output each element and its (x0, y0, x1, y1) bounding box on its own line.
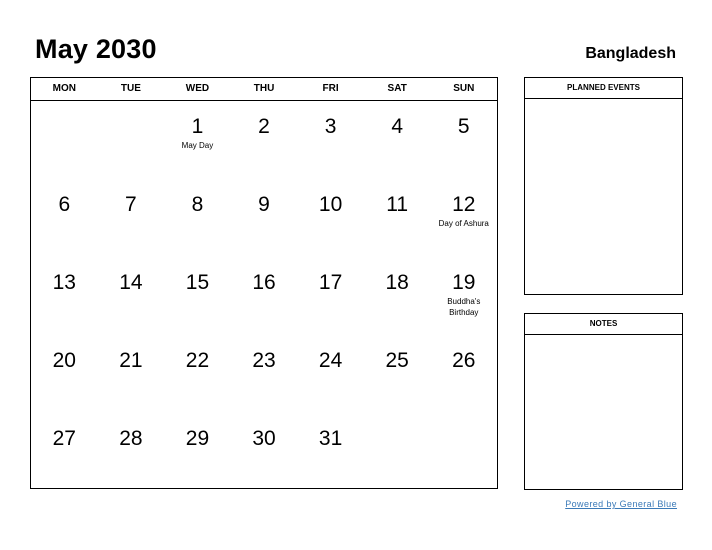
day-number: 28 (119, 427, 143, 450)
day-cell (364, 179, 431, 257)
day-cell (297, 101, 364, 179)
holiday-label: May Day (181, 141, 214, 150)
day-cell (364, 257, 431, 335)
day-cell (364, 335, 431, 413)
day-cell (430, 101, 497, 179)
weekday-label: SAT (387, 83, 407, 94)
week-row (31, 257, 497, 335)
day-number: 25 (385, 349, 409, 372)
day-cell (430, 179, 497, 257)
calendar-grid (30, 77, 498, 489)
day-cell (164, 101, 231, 179)
day-cell (31, 335, 98, 413)
powered-by-link[interactable]: Powered by General Blue (565, 499, 677, 509)
day-cell (297, 179, 364, 257)
day-cell (98, 179, 165, 257)
day-cell (231, 335, 298, 413)
day-number: 12 (452, 193, 476, 216)
day-number: 24 (318, 349, 343, 372)
day-number: 10 (318, 193, 343, 216)
day-number: 22 (185, 349, 210, 372)
day-number: 29 (185, 427, 210, 450)
day-number: 8 (191, 193, 204, 216)
day-cell (430, 335, 497, 413)
day-cell (364, 101, 431, 179)
day-cell (98, 413, 165, 491)
day-cell (297, 413, 364, 491)
planned-events-heading: PLANNED EVENTS (525, 78, 682, 99)
day-cell (164, 413, 231, 491)
day-cell (98, 257, 165, 335)
day-cell (31, 413, 98, 491)
day-number: 20 (52, 349, 76, 372)
weekday-label: THU (253, 83, 275, 94)
weekday-header (31, 78, 497, 101)
holiday-label: Day of Ashura (438, 219, 489, 228)
day-number: 27 (52, 427, 76, 450)
day-number: 4 (391, 115, 404, 138)
day-cell (98, 335, 165, 413)
page-title: May 2030 (35, 34, 157, 64)
day-number: 23 (252, 349, 276, 372)
notes-panel (524, 313, 683, 490)
weekday-label: WED (185, 83, 210, 94)
holiday-label: Buddha's Birthday (447, 297, 481, 317)
day-number: 21 (119, 349, 143, 372)
calendar-weeks (31, 101, 497, 491)
day-cell (297, 257, 364, 335)
day-number: 6 (58, 193, 71, 216)
day-cell (31, 257, 98, 335)
day-cell (231, 101, 298, 179)
weekday-label: FRI (322, 83, 339, 94)
day-number: 2 (258, 115, 270, 138)
day-cell (164, 179, 231, 257)
day-number: 14 (119, 271, 143, 294)
weekday-label: TUE (120, 83, 141, 94)
day-number: 19 (452, 271, 476, 294)
day-number: 15 (185, 271, 210, 294)
day-number: 7 (125, 193, 137, 216)
country-label: Bangladesh (585, 45, 676, 62)
week-row (31, 335, 497, 413)
day-cell (164, 335, 231, 413)
day-cell (31, 179, 98, 257)
day-number: 30 (252, 427, 276, 450)
day-cell (164, 257, 231, 335)
week-row (31, 101, 497, 179)
day-cell (364, 413, 431, 491)
day-cell (231, 179, 298, 257)
notes-heading: NOTES (525, 314, 682, 335)
day-cell (31, 101, 98, 179)
day-number: 17 (318, 271, 343, 294)
day-cell (430, 257, 497, 335)
week-row (31, 179, 497, 257)
day-number: 1 (191, 115, 204, 138)
day-number: 9 (258, 193, 270, 216)
day-cell (231, 413, 298, 491)
day-number: 31 (318, 427, 343, 450)
planned-events-panel (524, 77, 683, 295)
day-number: 3 (324, 115, 337, 138)
day-cell (231, 257, 298, 335)
week-row (31, 413, 497, 491)
day-number: 18 (385, 271, 409, 294)
day-cell (297, 335, 364, 413)
weekday-label: MON (52, 83, 76, 94)
day-number: 26 (452, 349, 476, 372)
day-number: 5 (457, 115, 470, 138)
day-number: 16 (252, 271, 276, 294)
day-cell (98, 101, 165, 179)
day-number: 13 (52, 271, 76, 294)
day-number: 11 (386, 193, 409, 216)
weekday-label: SUN (453, 83, 475, 94)
day-cell (430, 413, 497, 491)
